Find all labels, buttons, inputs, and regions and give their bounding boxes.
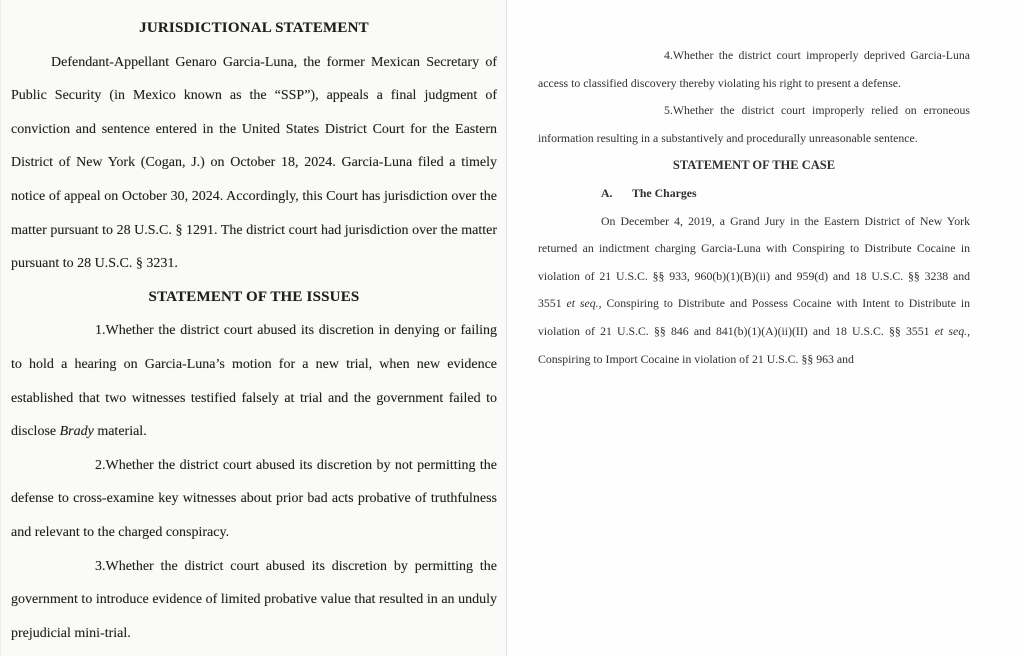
charges-subheading [538,180,970,208]
subheading-title: The Charges [632,185,697,200]
issue-number-4: 4. [664,48,673,62]
issue-item-3 [11,550,497,651]
heading-jurisdictional-statement: JURISDICTIONAL STATEMENT [139,20,369,36]
issue-number-5: 5. [664,103,673,118]
issue-text-5: Whether the district court improperly relied on erroneous information resulting in a substantively and procedurally unreasonable sentence. [538,103,970,145]
page-right [507,0,1024,656]
issue-text-1: Whether the district court abused its discretion in denying or failing to hold a hearing on Garcia-Luna’s motion for a new trial, when new evidence established that two witnesses testified falsely at trial and the government failed to disclose Brady material. [11,323,497,440]
issue-item-4 [538,42,970,97]
issue-text-3: Whether the district court abused its discretion by permitting the government to introduce evidence of limited probative value that resulted in an unduly prejudicial mini-trial. [11,558,497,641]
jurisdiction-paragraph: Defendant-Appellant Genaro Garcia-Luna, the former Mexican Secretary of Public Security (in Mexico known as the “SSP”), appeals a final judgment of conviction and sentence entered in the United States District Court for the Eastern District of New York (Cogan, J.) on October 18, 2024. Garcia-Luna filed a timely notice of appeal on October 30, 2024. Accordingly, this Court has jurisdiction over the matter pursuant to 28 U.S.C. § 1291. The district court had jurisdiction over the matter pursuant to 28 U.S.C. § 3231. [11,54,497,272]
issue-item-1 [11,314,497,448]
issue-text-4: Whether the district court improperly deprived Garcia-Luna access to classified discovery thereby violating his right to present a defense. [538,48,970,90]
issue-number-2: 2. [95,457,106,473]
issue-number-3: 3. [95,558,106,574]
issue-number-1: 1. [95,323,106,339]
issue-item-2 [11,449,497,550]
issue-item-5 [538,97,970,152]
charges-paragraph: On December 4, 2019, a Grand Jury in the Eastern District of New York returned an indictment charging Garcia-Luna with Conspiring to Distribute Cocaine in violation of 21 U.S.C. §§ 933, 960(b)(1)(B)(ii) and 959(d) and 18 U.S.C. §§ 3238 and 3551 et seq., Conspiring to Distribute and Possess Cocaine with Intent to Distribute in violation of 21 U.S.C. §§ 846 and 841(b)(1)(A)(ii)(II) and 18 U.S.C. §§ 3551 et seq., Conspiring to Import Cocaine in violation of 21 U.S.C. §§ 963 and [538,213,971,366]
subheading-label: A. [601,185,613,200]
heading-statement-of-the-issues: STATEMENT OF THE ISSUES [148,288,360,305]
heading-statement-of-the-case: STATEMENT OF THE CASE [672,158,836,173]
page-left [0,0,507,656]
issue-text-2: Whether the district court abused its discretion by not permitting the defense to cross-examine key witnesses about prior bad acts probative of truthfulness and relevant to the charged conspiracy. [11,457,497,540]
